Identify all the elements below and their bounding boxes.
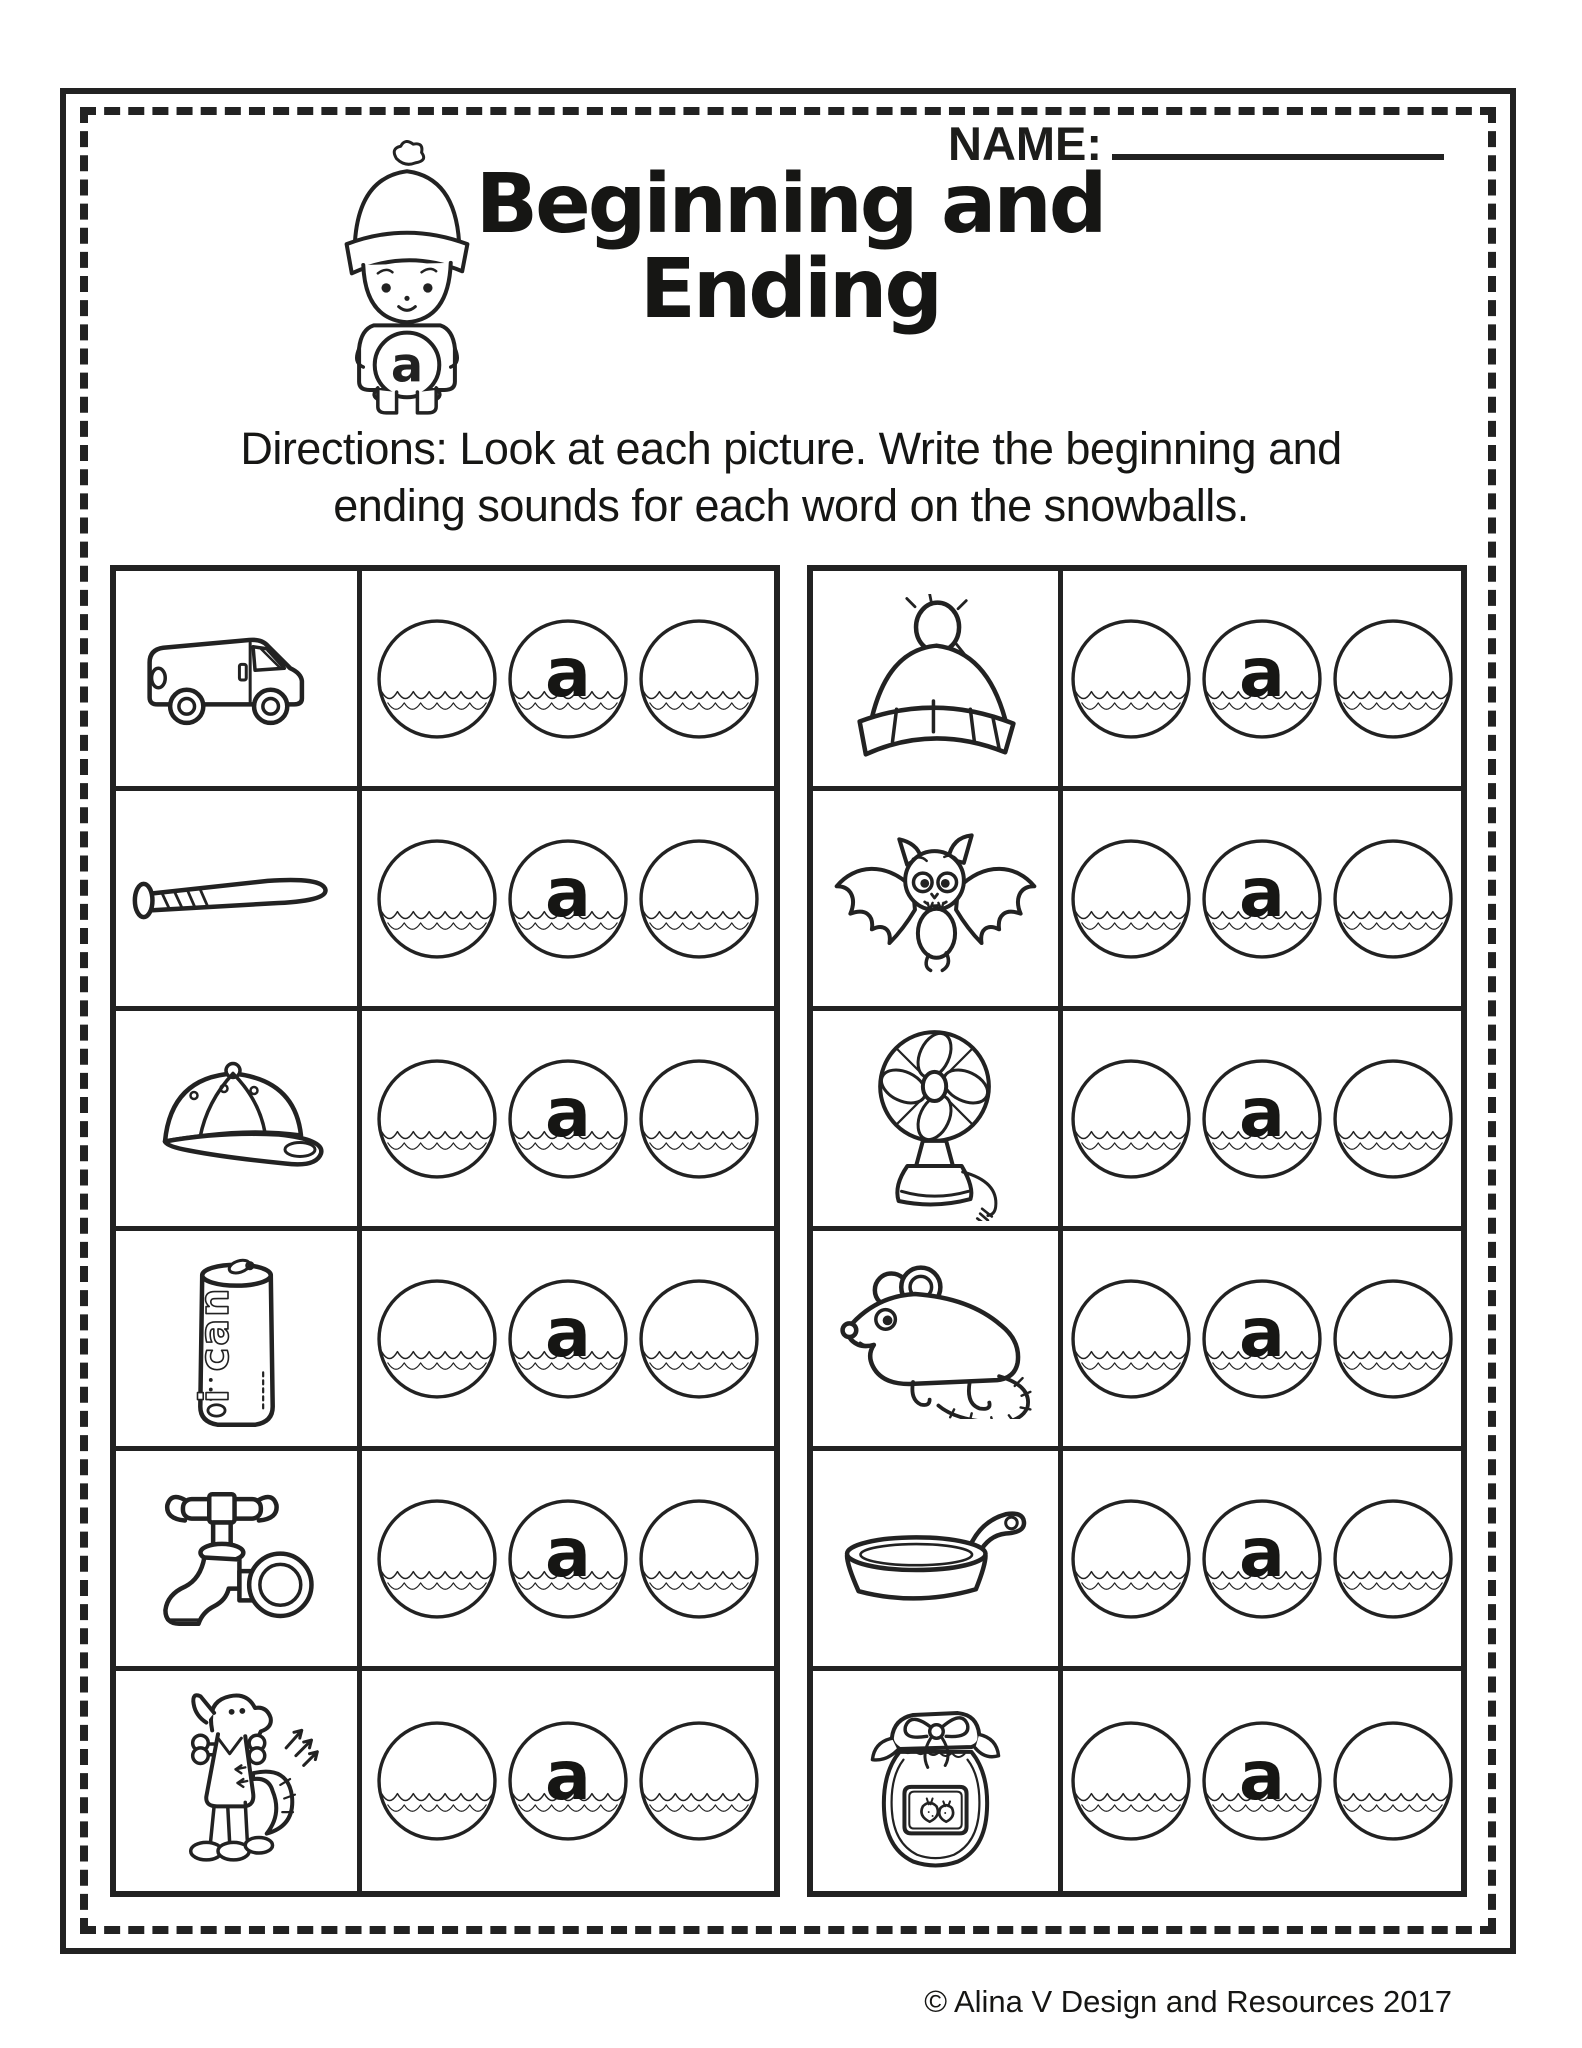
picture-cell-rat <box>813 1231 1063 1451</box>
snowball-blank[interactable] <box>636 1494 762 1624</box>
snowball-blank[interactable] <box>636 834 762 964</box>
van-image <box>134 604 339 754</box>
snowball-letter <box>374 609 500 739</box>
snowball-blank[interactable] <box>374 834 500 964</box>
picture-cell-cap <box>116 1011 362 1231</box>
snowball-blank[interactable] <box>1068 834 1194 964</box>
snowball-letter <box>1068 1489 1194 1619</box>
snowball-blank[interactable] <box>1068 614 1194 744</box>
snowball-letter: a <box>545 1074 591 1153</box>
snowball-letter: a <box>545 634 591 713</box>
fan-image <box>853 1016 1018 1221</box>
snowball-blank[interactable] <box>1330 1494 1456 1624</box>
rat-image <box>823 1259 1048 1419</box>
jam-jar-image <box>853 1681 1018 1881</box>
name-label: NAME: <box>948 117 1103 170</box>
snowball-blank[interactable] <box>374 1716 500 1846</box>
snowball-letter: a <box>545 1736 591 1816</box>
snowball-middle <box>1199 1494 1325 1624</box>
snowballs-cell-wagging-dog <box>362 1671 774 1891</box>
snowball-middle <box>1199 834 1325 964</box>
snowballs-cell-jam-jar <box>1063 1671 1461 1891</box>
snowball-blank[interactable] <box>1068 1716 1194 1846</box>
snowballs-cell-bat-animal <box>1063 791 1461 1011</box>
picture-cell-wagging-dog <box>116 1671 362 1891</box>
directions-line-2: ending sounds for each word on the snowballs. <box>333 480 1249 532</box>
tap-image <box>144 1471 329 1646</box>
snowball-blank[interactable] <box>636 1054 762 1184</box>
directions <box>0 420 1582 534</box>
snowball-middle <box>1199 1054 1325 1184</box>
snowball-blank[interactable] <box>374 614 500 744</box>
snowball-blank[interactable] <box>636 1274 762 1404</box>
picture-cell-pan <box>813 1451 1063 1671</box>
snowball-letter: a <box>1239 1074 1285 1153</box>
snowball-letter: a <box>545 854 591 933</box>
snowball-letter <box>1330 1269 1456 1399</box>
snowball-blank[interactable] <box>1330 1054 1456 1184</box>
snowball-letter <box>374 1269 500 1399</box>
snowball-blank[interactable] <box>1330 1274 1456 1404</box>
snowball-blank[interactable] <box>1330 614 1456 744</box>
name-write-line[interactable] <box>1112 112 1444 160</box>
snowball-letter <box>1068 829 1194 959</box>
worksheet-table-left <box>110 565 780 1897</box>
picture-cell-can <box>116 1231 362 1451</box>
picture-cell-jam-jar <box>813 1671 1063 1891</box>
snowball-middle <box>1199 614 1325 744</box>
snowball-middle <box>1199 1274 1325 1404</box>
snowball-letter: a <box>1239 634 1285 713</box>
snowball-blank[interactable] <box>374 1054 500 1184</box>
page-title <box>420 157 1160 338</box>
snowball-blank[interactable] <box>1330 834 1456 964</box>
snowball-letter: a <box>545 1514 591 1593</box>
picture-cell-winter-hat <box>813 571 1063 791</box>
snowballs-cell-baseball-bat <box>362 791 774 1011</box>
snowball-letter <box>636 1049 762 1179</box>
wagging-dog-image <box>144 1681 329 1881</box>
winter-hat-image <box>833 594 1038 764</box>
snowball-letter <box>1330 1711 1456 1841</box>
snowball-letter <box>374 1489 500 1619</box>
snowball-blank[interactable] <box>636 614 762 744</box>
title-line-2: Ending <box>639 242 941 338</box>
snowball-blank[interactable] <box>636 1716 762 1846</box>
footer-credit: © Alina V Design and Resources 2017 <box>924 1984 1452 2019</box>
snowballs-cell-tap <box>362 1451 774 1671</box>
snowball-letter <box>636 829 762 959</box>
snowballs-cell-van <box>362 571 774 791</box>
snowball-letter <box>636 1489 762 1619</box>
snowballs-cell-can <box>362 1231 774 1451</box>
can-image <box>174 1239 299 1439</box>
snowballs-cell-rat <box>1063 1231 1461 1451</box>
mascot-letter: a <box>390 338 424 394</box>
picture-cell-bat-animal <box>813 791 1063 1011</box>
snowball-letter <box>1330 1049 1456 1179</box>
snowball-blank[interactable] <box>374 1274 500 1404</box>
snowball-letter <box>374 1711 500 1841</box>
snowball-letter <box>1068 609 1194 739</box>
snowball-letter <box>636 1711 762 1841</box>
snowball-letter: a <box>545 1294 591 1373</box>
directions-line-1: Directions: Look at each picture. Write the beginning and <box>240 423 1342 474</box>
snowballs-cell-fan <box>1063 1011 1461 1231</box>
snowball-letter <box>1330 829 1456 959</box>
snowball-letter: a <box>1239 1514 1285 1593</box>
picture-cell-baseball-bat <box>116 791 362 1011</box>
snowball-middle <box>1199 1716 1325 1846</box>
worksheet-table-right <box>807 565 1467 1897</box>
picture-cell-van <box>116 571 362 791</box>
snowball-letter <box>374 1049 500 1179</box>
snowball-middle <box>505 1274 631 1404</box>
snowball-blank[interactable] <box>1068 1494 1194 1624</box>
title-line-1: Beginning and <box>475 157 1105 252</box>
snowball-blank[interactable] <box>1068 1274 1194 1404</box>
snowball-middle <box>505 1716 631 1846</box>
snowball-letter <box>636 609 762 739</box>
snowball-middle <box>505 834 631 964</box>
snowball-letter: a <box>1239 1294 1285 1373</box>
snowballs-cell-cap <box>362 1011 774 1231</box>
snowball-letter <box>374 829 500 959</box>
snowball-middle <box>505 1054 631 1184</box>
can-label-text: i can <box>191 1285 238 1403</box>
snowball-blank[interactable] <box>374 1494 500 1624</box>
snowball-letter <box>1068 1711 1194 1841</box>
snowball-blank[interactable] <box>1068 1054 1194 1184</box>
snowball-letter <box>1330 609 1456 739</box>
baseball-bat-image <box>129 861 344 936</box>
pan-image <box>823 1496 1048 1621</box>
snowball-letter <box>1330 1489 1456 1619</box>
snowball-letter <box>636 1269 762 1399</box>
snowball-middle <box>505 1494 631 1624</box>
picture-cell-tap <box>116 1451 362 1671</box>
snowball-middle <box>505 614 631 744</box>
picture-cell-fan <box>813 1011 1063 1231</box>
bat-animal-image <box>823 824 1048 974</box>
snowball-letter: a <box>1239 854 1285 933</box>
snowball-letter <box>1068 1269 1194 1399</box>
snowball-blank[interactable] <box>1330 1716 1456 1846</box>
snowballs-cell-pan <box>1063 1451 1461 1671</box>
snowball-letter <box>1068 1049 1194 1179</box>
cap-image <box>137 1041 337 1196</box>
snowball-letter: a <box>1239 1736 1285 1816</box>
snowballs-cell-winter-hat <box>1063 571 1461 791</box>
